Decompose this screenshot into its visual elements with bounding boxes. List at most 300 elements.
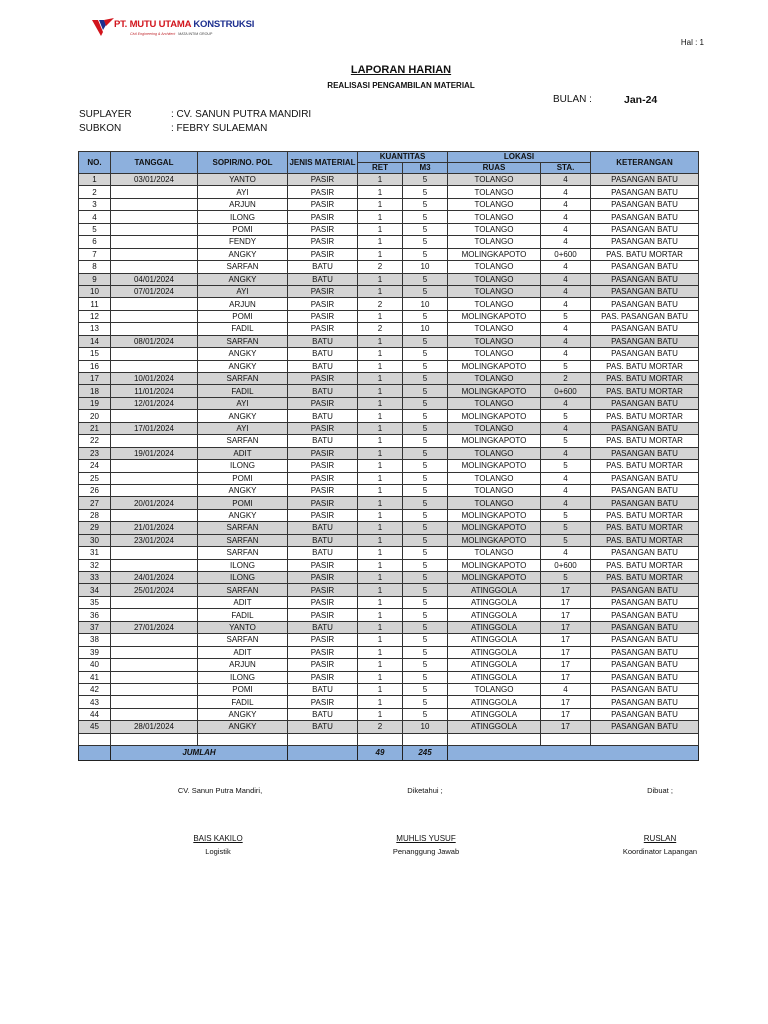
cell-no: 22	[79, 435, 111, 447]
cell-keterangan: PASANGAN BATU	[591, 298, 699, 310]
cell-jenis: BATU	[288, 721, 358, 733]
cell-sopir: SARFAN	[198, 584, 288, 596]
cell-no: 8	[79, 261, 111, 273]
cell-ruas: TOLANGO	[448, 223, 541, 235]
table-row	[79, 435, 699, 447]
cell-ruas: TOLANGO	[448, 373, 541, 385]
cell-jenis: BATU	[288, 708, 358, 720]
cell-jenis: PASIR	[288, 397, 358, 409]
cell-jenis: BATU	[288, 621, 358, 633]
cell-keterangan: PASANGAN BATU	[591, 659, 699, 671]
table-row	[79, 497, 699, 509]
cell-keterangan: PAS. BATU MORTAR	[591, 534, 699, 546]
cell-ruas: TOLANGO	[448, 298, 541, 310]
cell-ret: 1	[358, 410, 403, 422]
cell-keterangan: PASANGAN BATU	[591, 261, 699, 273]
company-name-part1: PT. MUTU UTAMA	[114, 19, 191, 30]
cell-keterangan: PAS. BATU MORTAR	[591, 509, 699, 521]
cell-no: 18	[79, 385, 111, 397]
cell-ruas: TOLANGO	[448, 261, 541, 273]
cell-m3: 5	[403, 174, 448, 186]
cell-keterangan: PAS. BATU MORTAR	[591, 373, 699, 385]
cell-sta: 17	[541, 721, 591, 733]
cell-sta: 17	[541, 646, 591, 658]
cell-tanggal	[111, 472, 198, 484]
cell-sopir: SARFAN	[198, 547, 288, 559]
cell-sopir: AYI	[198, 285, 288, 297]
col-header-lokasi: LOKASI	[448, 152, 591, 163]
cell-m3: 5	[403, 397, 448, 409]
cell-ret: 1	[358, 236, 403, 248]
cell-jenis: BATU	[288, 435, 358, 447]
cell-no: 23	[79, 447, 111, 459]
cell-keterangan: PASANGAN BATU	[591, 596, 699, 608]
table-row	[79, 385, 699, 397]
company-tagline	[130, 32, 212, 36]
table-row	[79, 572, 699, 584]
cell-jenis: PASIR	[288, 572, 358, 584]
cell-ruas: TOLANGO	[448, 472, 541, 484]
cell-m3: 5	[403, 273, 448, 285]
cell-sopir: FADIL	[198, 696, 288, 708]
cell-ret: 1	[358, 683, 403, 695]
cell-keterangan: PASANGAN BATU	[591, 621, 699, 633]
cell-no: 33	[79, 572, 111, 584]
cell-tanggal	[111, 435, 198, 447]
cell-keterangan: PASANGAN BATU	[591, 683, 699, 695]
cell-tanggal: 20/01/2024	[111, 497, 198, 509]
cell-keterangan: PASANGAN BATU	[591, 634, 699, 646]
cell-sta: 4	[541, 397, 591, 409]
cell-no: 21	[79, 422, 111, 434]
cell-no: 27	[79, 497, 111, 509]
cell-sopir: ANGKY	[198, 509, 288, 521]
cell-no: 40	[79, 659, 111, 671]
cell-no: 5	[79, 223, 111, 235]
cell-ruas: MOLINGKAPOTO	[448, 410, 541, 422]
cell-ruas: TOLANGO	[448, 198, 541, 210]
cell-tanggal	[111, 696, 198, 708]
cell-sta: 4	[541, 335, 591, 347]
cell-keterangan: PASANGAN BATU	[591, 273, 699, 285]
cell-sta: 5	[541, 534, 591, 546]
cell-ruas: TOLANGO	[448, 422, 541, 434]
cell-sopir: ANGKY	[198, 273, 288, 285]
cell-ruas: MOLINGKAPOTO	[448, 460, 541, 472]
cell-tanggal	[111, 634, 198, 646]
cell-keterangan: PAS. BATU MORTAR	[591, 410, 699, 422]
cell-m3: 5	[403, 422, 448, 434]
cell-ret: 1	[358, 671, 403, 683]
cell-ret: 2	[358, 323, 403, 335]
cell-tanggal	[111, 646, 198, 658]
cell-tanggal: 25/01/2024	[111, 584, 198, 596]
cell-ret: 1	[358, 708, 403, 720]
cell-jenis: PASIR	[288, 671, 358, 683]
cell-ruas: ATINGGOLA	[448, 721, 541, 733]
cell-no: 12	[79, 310, 111, 322]
table-row	[79, 373, 699, 385]
cell-sta: 4	[541, 323, 591, 335]
cell-ruas: TOLANGO	[448, 323, 541, 335]
cell-ruas: MOLINGKAPOTO	[448, 534, 541, 546]
cell-tanggal	[111, 211, 198, 223]
col-header-ruas: RUAS	[448, 163, 541, 174]
cell-keterangan: PAS. BATU MORTAR	[591, 385, 699, 397]
bulan-value: Jan-24	[624, 94, 658, 106]
table-row	[79, 174, 699, 186]
cell-no: 28	[79, 509, 111, 521]
cell-ruas: ATINGGOLA	[448, 646, 541, 658]
cell-sta: 17	[541, 634, 591, 646]
cell-m3: 5	[403, 472, 448, 484]
cell-sopir: POMI	[198, 497, 288, 509]
cell-keterangan: PASANGAN BATU	[591, 609, 699, 621]
cell-sopir: ILONG	[198, 460, 288, 472]
cell-m3: 5	[403, 708, 448, 720]
cell-tanggal: 17/01/2024	[111, 422, 198, 434]
cell-m3: 10	[403, 721, 448, 733]
table-row	[79, 310, 699, 322]
cell-sopir: YANTO	[198, 174, 288, 186]
cell-tanggal: 23/01/2024	[111, 534, 198, 546]
cell-ret: 1	[358, 547, 403, 559]
cell-ret: 1	[358, 447, 403, 459]
cell-tanggal	[111, 484, 198, 496]
col-header-no: NO.	[79, 152, 111, 174]
cell-sta: 17	[541, 621, 591, 633]
cell-sta: 17	[541, 584, 591, 596]
cell-sta: 4	[541, 285, 591, 297]
cell-ret: 1	[358, 584, 403, 596]
cell-ret: 1	[358, 198, 403, 210]
cell-sopir: ANGKY	[198, 348, 288, 360]
cell-keterangan: PASANGAN BATU	[591, 174, 699, 186]
cell-sopir: AYI	[198, 422, 288, 434]
cell-ret: 2	[358, 721, 403, 733]
cell-ret: 1	[358, 422, 403, 434]
cell-sta: 5	[541, 572, 591, 584]
cell-jenis: PASIR	[288, 559, 358, 571]
cell-ret: 1	[358, 559, 403, 571]
cell-sta: 4	[541, 447, 591, 459]
suplayer-value: : CV. SANUN PUTRA MANDIRI	[171, 109, 312, 120]
cell-keterangan: PASANGAN BATU	[591, 335, 699, 347]
cell-ruas: ATINGGOLA	[448, 634, 541, 646]
table-row	[79, 348, 699, 360]
cell-ret: 1	[358, 572, 403, 584]
cell-jenis: PASIR	[288, 447, 358, 459]
cell-keterangan: PASANGAN BATU	[591, 547, 699, 559]
cell-jenis: PASIR	[288, 634, 358, 646]
cell-ruas: ATINGGOLA	[448, 584, 541, 596]
cell-sopir: SARFAN	[198, 534, 288, 546]
cell-ret: 1	[358, 348, 403, 360]
cell-ret: 1	[358, 472, 403, 484]
table-row	[79, 609, 699, 621]
cell-ret: 1	[358, 223, 403, 235]
cell-tanggal	[111, 460, 198, 472]
table-row	[79, 596, 699, 608]
cell-ruas: ATINGGOLA	[448, 609, 541, 621]
cell-jenis: PASIR	[288, 609, 358, 621]
table-row	[79, 522, 699, 534]
table-row	[79, 547, 699, 559]
cell-ruas: TOLANGO	[448, 285, 541, 297]
cell-m3: 5	[403, 360, 448, 372]
cell-sta: 4	[541, 422, 591, 434]
table-row	[79, 484, 699, 496]
cell-tanggal: 10/01/2024	[111, 373, 198, 385]
cell-tanggal: 12/01/2024	[111, 397, 198, 409]
company-logo-icon	[92, 16, 114, 38]
table-row	[79, 634, 699, 646]
cell-ruas: TOLANGO	[448, 211, 541, 223]
footer-left-heading: CV. Sanun Putra Mandiri,	[177, 786, 263, 795]
table-row	[79, 248, 699, 260]
cell-jenis: PASIR	[288, 285, 358, 297]
cell-keterangan: PAS. BATU MORTAR	[591, 522, 699, 534]
cell-m3: 5	[403, 497, 448, 509]
cell-sta: 4	[541, 223, 591, 235]
cell-jenis: PASIR	[288, 596, 358, 608]
cell-sta: 17	[541, 708, 591, 720]
cell-ruas: TOLANGO	[448, 348, 541, 360]
cell-tanggal: 03/01/2024	[111, 174, 198, 186]
cell-m3: 5	[403, 634, 448, 646]
cell-m3: 5	[403, 248, 448, 260]
cell-ruas: MOLINGKAPOTO	[448, 572, 541, 584]
cell-sta: 5	[541, 360, 591, 372]
cell-sopir: SARFAN	[198, 373, 288, 385]
cell-sopir: ADIT	[198, 646, 288, 658]
company-name-part2: KONSTRUKSI	[193, 19, 255, 30]
cell-sta: 4	[541, 186, 591, 198]
signatory-center-role: Penanggung Jawab	[392, 847, 460, 856]
cell-keterangan: PASANGAN BATU	[591, 323, 699, 335]
cell-sta: 4	[541, 298, 591, 310]
cell-sopir: ADIT	[198, 596, 288, 608]
table-row	[79, 460, 699, 472]
cell-tanggal	[111, 186, 198, 198]
cell-tanggal: 28/01/2024	[111, 721, 198, 733]
cell-sta: 4	[541, 198, 591, 210]
cell-ruas: ATINGGOLA	[448, 708, 541, 720]
cell-m3: 5	[403, 696, 448, 708]
cell-jenis: BATU	[288, 547, 358, 559]
cell-no: 19	[79, 397, 111, 409]
cell-no: 25	[79, 472, 111, 484]
cell-m3: 5	[403, 385, 448, 397]
cell-tanggal	[111, 223, 198, 235]
cell-keterangan: PASANGAN BATU	[591, 696, 699, 708]
cell-tanggal	[111, 683, 198, 695]
col-header-m3: M3	[403, 163, 448, 174]
cell-no: 15	[79, 348, 111, 360]
signatory-right-name: RUSLAN	[643, 834, 677, 843]
table-row	[79, 211, 699, 223]
cell-jenis: BATU	[288, 348, 358, 360]
cell-keterangan: PASANGAN BATU	[591, 211, 699, 223]
subkon-row	[79, 123, 267, 134]
cell-no: 6	[79, 236, 111, 248]
table-row	[79, 410, 699, 422]
cell-ret: 1	[358, 174, 403, 186]
cell-sta: 4	[541, 472, 591, 484]
cell-sta: 17	[541, 659, 591, 671]
cell-no: 11	[79, 298, 111, 310]
cell-jenis: BATU	[288, 273, 358, 285]
cell-ruas: TOLANGO	[448, 335, 541, 347]
cell-sopir: ARJUN	[198, 298, 288, 310]
report-subtitle: REALISASI PENGAMBILAN MATERIAL	[327, 81, 475, 90]
cell-sta: 0+600	[541, 559, 591, 571]
cell-sta: 4	[541, 348, 591, 360]
table-row	[79, 323, 699, 335]
table-row	[79, 534, 699, 546]
cell-tanggal	[111, 559, 198, 571]
cell-m3: 5	[403, 683, 448, 695]
cell-ret: 1	[358, 522, 403, 534]
col-header-tanggal: TANGGAL	[111, 152, 198, 174]
cell-jenis: PASIR	[288, 223, 358, 235]
footer-right-heading: Dibuat ;	[647, 786, 673, 795]
cell-sopir: ILONG	[198, 559, 288, 571]
cell-sopir: AYI	[198, 397, 288, 409]
table-row	[79, 584, 699, 596]
cell-m3: 5	[403, 335, 448, 347]
cell-jenis: PASIR	[288, 236, 358, 248]
cell-sopir: FADIL	[198, 609, 288, 621]
cell-no: 42	[79, 683, 111, 695]
cell-ret: 1	[358, 484, 403, 496]
cell-tanggal	[111, 659, 198, 671]
cell-m3: 5	[403, 509, 448, 521]
cell-sopir: SARFAN	[198, 522, 288, 534]
cell-jenis: PASIR	[288, 646, 358, 658]
cell-ret: 1	[358, 696, 403, 708]
signatory-right-role: Koordinator Lapangan	[622, 847, 698, 856]
cell-no: 29	[79, 522, 111, 534]
table-row	[79, 621, 699, 633]
cell-keterangan: PASANGAN BATU	[591, 397, 699, 409]
cell-tanggal	[111, 348, 198, 360]
cell-ret: 1	[358, 385, 403, 397]
cell-m3: 5	[403, 609, 448, 621]
table-row	[79, 186, 699, 198]
material-table	[78, 151, 699, 761]
cell-tanggal: 19/01/2024	[111, 447, 198, 459]
cell-m3: 10	[403, 298, 448, 310]
cell-m3: 5	[403, 211, 448, 223]
cell-keterangan: PAS. BATU MORTAR	[591, 460, 699, 472]
cell-keterangan: PASANGAN BATU	[591, 671, 699, 683]
cell-jenis: PASIR	[288, 584, 358, 596]
cell-sta: 4	[541, 547, 591, 559]
cell-m3: 5	[403, 460, 448, 472]
cell-jenis: PASIR	[288, 198, 358, 210]
cell-no: 24	[79, 460, 111, 472]
cell-sta: 4	[541, 174, 591, 186]
cell-jenis: PASIR	[288, 484, 358, 496]
cell-sopir: FADIL	[198, 323, 288, 335]
cell-keterangan: PAS. BATU MORTAR	[591, 435, 699, 447]
table-row	[79, 708, 699, 720]
cell-m3: 5	[403, 522, 448, 534]
cell-sopir: ADIT	[198, 447, 288, 459]
cell-ret: 1	[358, 659, 403, 671]
cell-m3: 5	[403, 236, 448, 248]
cell-no: 3	[79, 198, 111, 210]
cell-ruas: MOLINGKAPOTO	[448, 522, 541, 534]
cell-keterangan: PASANGAN BATU	[591, 198, 699, 210]
cell-keterangan: PASANGAN BATU	[591, 708, 699, 720]
cell-sopir: SARFAN	[198, 261, 288, 273]
cell-jenis: PASIR	[288, 211, 358, 223]
cell-ruas: TOLANGO	[448, 236, 541, 248]
cell-keterangan: PASANGAN BATU	[591, 497, 699, 509]
cell-ret: 2	[358, 261, 403, 273]
table-body	[79, 174, 699, 734]
col-header-sopir: SOPIR/NO. POL	[198, 152, 288, 174]
cell-tanggal	[111, 509, 198, 521]
table-total-row	[79, 745, 699, 760]
cell-keterangan: PAS. BATU MORTAR	[591, 572, 699, 584]
cell-sta: 5	[541, 435, 591, 447]
cell-no: 17	[79, 373, 111, 385]
signatory-left-name: BAIS KAKILO	[193, 834, 243, 843]
cell-keterangan: PASANGAN BATU	[591, 348, 699, 360]
cell-tanggal: 24/01/2024	[111, 572, 198, 584]
cell-ret: 1	[358, 285, 403, 297]
table-row	[79, 360, 699, 372]
cell-ruas: TOLANGO	[448, 174, 541, 186]
cell-sopir: ARJUN	[198, 659, 288, 671]
table-row	[79, 261, 699, 273]
cell-sopir: ANGKY	[198, 721, 288, 733]
cell-sta: 5	[541, 410, 591, 422]
cell-no: 36	[79, 609, 111, 621]
cell-keterangan: PASANGAN BATU	[591, 484, 699, 496]
cell-sopir: ILONG	[198, 572, 288, 584]
cell-m3: 5	[403, 186, 448, 198]
cell-tanggal	[111, 410, 198, 422]
cell-no: 45	[79, 721, 111, 733]
cell-sopir: FENDY	[198, 236, 288, 248]
cell-keterangan: PASANGAN BATU	[591, 236, 699, 248]
cell-ret: 1	[358, 310, 403, 322]
cell-m3: 5	[403, 447, 448, 459]
cell-sopir: AYI	[198, 186, 288, 198]
cell-no: 37	[79, 621, 111, 633]
col-header-sta: STA.	[541, 163, 591, 174]
cell-tanggal	[111, 596, 198, 608]
table-row	[79, 236, 699, 248]
cell-no: 14	[79, 335, 111, 347]
table-row	[79, 422, 699, 434]
cell-ruas: TOLANGO	[448, 397, 541, 409]
table-row	[79, 659, 699, 671]
cell-ret: 1	[358, 621, 403, 633]
cell-ret: 1	[358, 360, 403, 372]
cell-sta: 4	[541, 273, 591, 285]
cell-keterangan: PAS. BATU MORTAR	[591, 360, 699, 372]
cell-keterangan: PASANGAN BATU	[591, 223, 699, 235]
table-row	[79, 273, 699, 285]
cell-m3: 5	[403, 484, 448, 496]
cell-sopir: POMI	[198, 472, 288, 484]
cell-m3: 5	[403, 223, 448, 235]
